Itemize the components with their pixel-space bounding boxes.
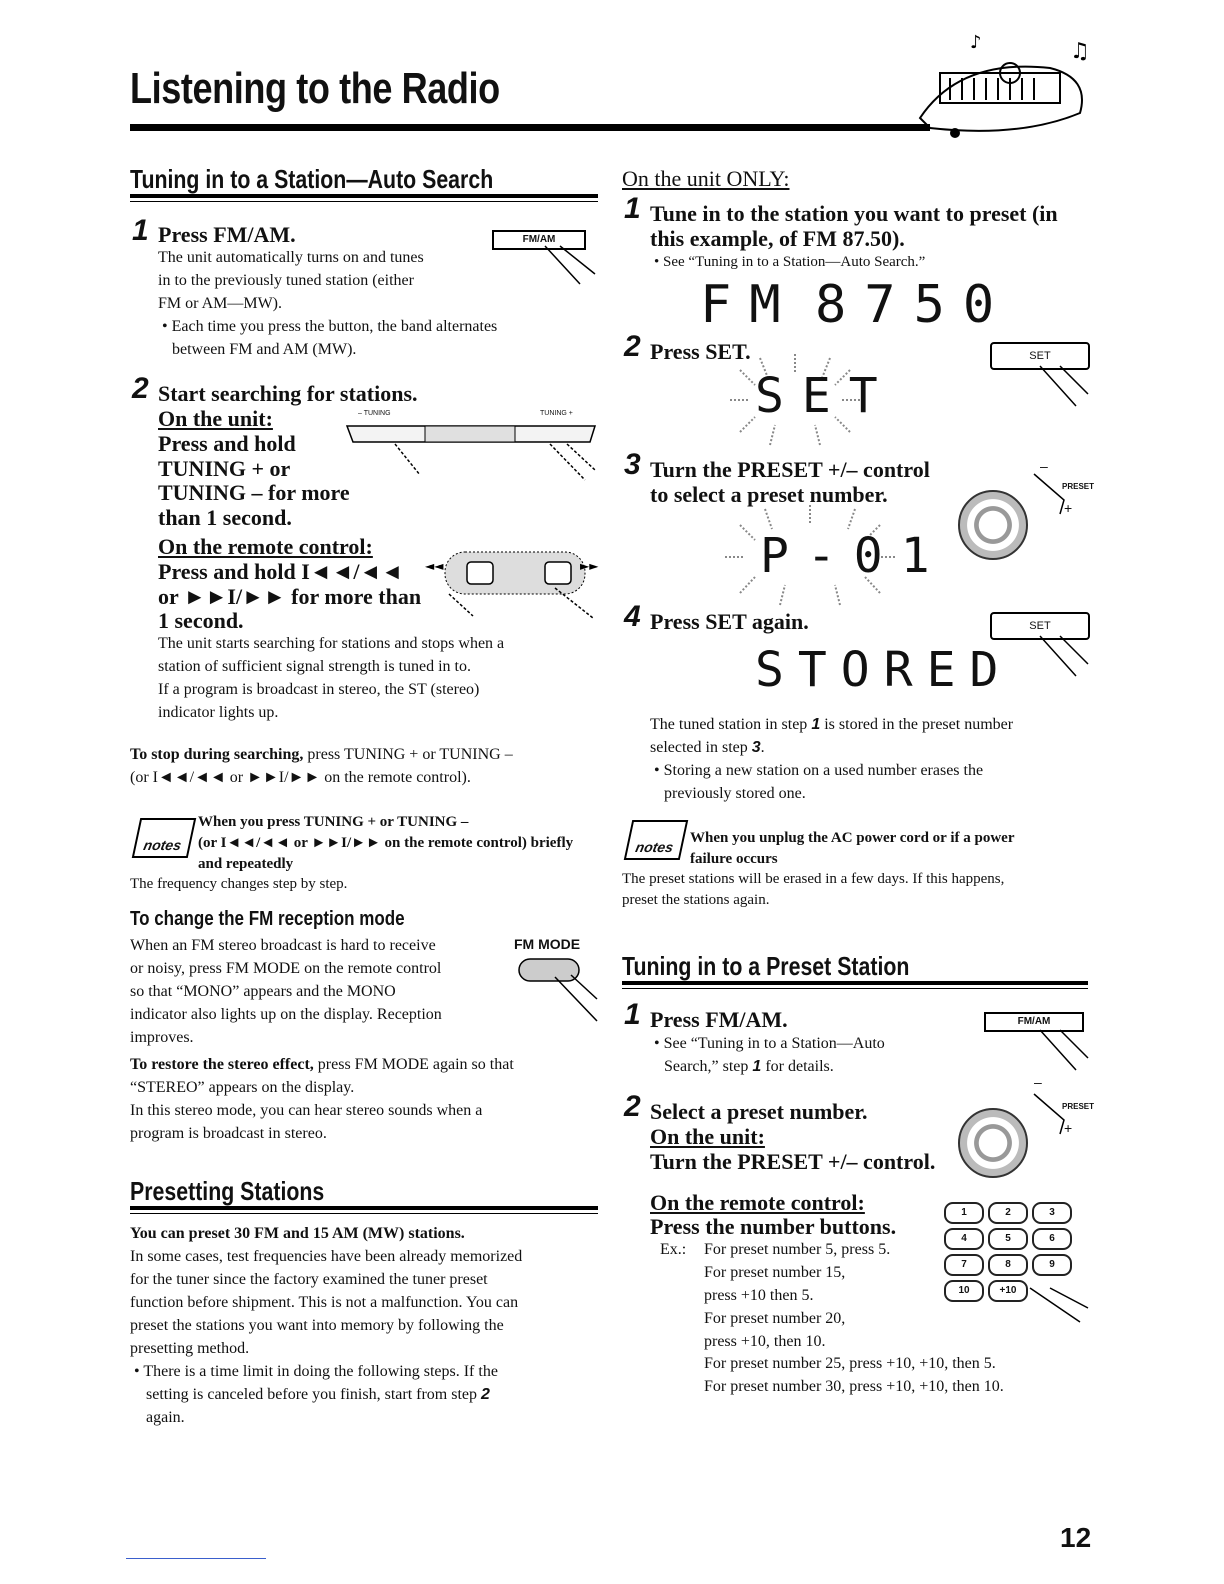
step-title: Select a preset number. <box>650 1099 868 1124</box>
instruction: than 1 second. <box>158 505 292 530</box>
footer-rule <box>126 1558 266 1559</box>
fm-mode-heading: To change the FM reception mode <box>130 908 405 930</box>
bullet-text: • Each time you press the button, the band alternates <box>162 318 498 335</box>
instruction: Press and hold <box>158 431 296 456</box>
stereo-mode-text: program is broadcast in stereo. <box>130 1125 327 1142</box>
radio-illustration-icon <box>900 18 1100 138</box>
step-desc: The unit starts searching for stations and stops when a <box>158 635 505 652</box>
stop-searching-text: To stop during searching, press TUNING + or TUNING – <box>130 746 513 763</box>
minus-label: – <box>1034 1074 1042 1090</box>
set-button: SET <box>990 612 1090 640</box>
notes-icon: notes <box>624 820 689 860</box>
fm-am-button: FM/AM <box>984 1012 1084 1032</box>
preset-bullet: setting is canceled before you finish, start from step 2 <box>146 1386 490 1403</box>
example-text: For preset number 25, press +10, +10, then 5. <box>704 1355 996 1372</box>
instruction: TUNING – for more <box>158 480 350 505</box>
step-number: 4 <box>624 600 641 633</box>
fm-mode-text: or noisy, press FM MODE on the remote control <box>130 960 442 977</box>
step-number: 2 <box>624 1090 641 1123</box>
tuning-minus-label: – TUNING <box>358 410 391 417</box>
step-number: 2 <box>132 372 149 405</box>
bullet-text: between FM and AM (MW). <box>172 341 357 358</box>
step-title: Press SET. <box>650 339 751 364</box>
step-number: 1 <box>132 214 149 247</box>
fm-mode-text: so that “MONO” appears and the MONO <box>130 983 396 1000</box>
stored-text: The tuned station in step 1 is stored in the preset number <box>650 716 1014 733</box>
number-button: 10 <box>944 1280 984 1302</box>
preset-paragraph: function before shipment. This is not a malfunction. You can <box>130 1294 519 1311</box>
lcd-stored: STORED <box>755 642 1013 698</box>
svg-text:♪: ♪ <box>970 32 982 53</box>
preset-label: PRESET <box>1062 482 1095 491</box>
fm-am-button: FM/AM <box>492 230 586 250</box>
number-button: 5 <box>988 1228 1028 1250</box>
stereo-mode-text: In this stereo mode, you can hear stereo sounds when a <box>130 1102 483 1119</box>
notes-icon: notes <box>132 818 197 858</box>
preset-paragraph: preset the stations you want into memory by following the <box>130 1317 504 1334</box>
example-text: For preset number 30, press +10, +10, then 10. <box>704 1378 1004 1395</box>
pointing-hand-icon <box>1010 1286 1090 1326</box>
fm-mode-button-icon <box>515 955 599 1027</box>
number-button: 7 <box>944 1254 984 1276</box>
restore-stereo-text: To restore the stereo effect, press FM MODE again so that <box>130 1056 514 1073</box>
instruction: Press the number buttons. <box>650 1214 897 1239</box>
see-reference: • See “Tuning in to a Station—Auto Search.” <box>654 254 926 270</box>
note-title: When you unplug the AC power cord or if a power <box>690 830 1015 846</box>
section-rule <box>622 981 1088 985</box>
step-text: in to the previously tuned station (either <box>158 272 414 289</box>
preset-knob-icon <box>958 1108 1028 1178</box>
on-the-unit-label: On the unit: <box>158 406 273 431</box>
svg-text:►►: ►► <box>580 559 599 573</box>
restore-stereo-text: “STEREO” appears on the display. <box>130 1079 355 1096</box>
section-rule <box>130 194 598 198</box>
auto-search-heading: Tuning in to a Station—Auto Search <box>130 164 494 194</box>
number-button: +10 <box>988 1280 1028 1302</box>
step-number: 1 <box>624 192 641 225</box>
section-rule <box>130 1206 598 1210</box>
note-title: failure occurs <box>690 851 778 867</box>
note-text: preset the stations again. <box>622 892 770 908</box>
instruction: Press and hold I◄◄/◄◄ <box>158 559 404 584</box>
plus-label: + <box>1064 1120 1073 1136</box>
section-rule-thin <box>130 201 598 202</box>
step-title: Tune in to the station you want to preset (in <box>650 201 1058 226</box>
step-number: 2 <box>624 330 641 363</box>
instruction: 1 second. <box>158 608 244 633</box>
page-number: 12 <box>1060 1522 1092 1553</box>
tuning-buttons-icon <box>345 420 600 484</box>
step-title: Press SET again. <box>650 609 809 634</box>
on-unit-only-label: On the unit ONLY: <box>622 166 790 191</box>
on-the-remote-label: On the remote control: <box>158 534 373 559</box>
preset-paragraph: presetting method. <box>130 1340 250 1357</box>
step-title: this example, of FM 87.50). <box>650 226 905 251</box>
step-text: The unit automatically turns on and tunes <box>158 249 424 266</box>
pointing-hand-icon <box>1030 364 1090 410</box>
minus-label: – <box>1040 458 1048 474</box>
preset-knob-icon <box>958 490 1028 560</box>
example-text: For preset number 5, press 5. <box>704 1241 891 1258</box>
note-title: When you press TUNING + or TUNING – <box>198 814 469 830</box>
lcd-set: SET <box>755 368 896 424</box>
rotation-arrow-icon <box>1024 470 1074 520</box>
step-title: Turn the PRESET +/– control <box>650 457 930 482</box>
section-rule-thin <box>130 1213 598 1214</box>
title-rule <box>130 124 930 131</box>
lcd-preset-number: P-01 <box>760 528 948 584</box>
note-text: The frequency changes step by step. <box>130 876 348 892</box>
number-button: 8 <box>988 1254 1028 1276</box>
number-button: 6 <box>1032 1228 1072 1250</box>
number-button: 4 <box>944 1228 984 1250</box>
number-button: 2 <box>988 1202 1028 1224</box>
preset-station-heading: Tuning in to a Preset Station <box>622 951 910 981</box>
section-rule-thin <box>622 988 1088 989</box>
presetting-heading: Presetting Stations <box>130 1176 325 1206</box>
preset-bullet: • There is a time limit in doing the following steps. If the <box>134 1363 498 1380</box>
preset-paragraph: for the tuner since the factory examined the tuner preset <box>130 1271 488 1288</box>
instruction: TUNING + or <box>158 456 291 481</box>
number-button: 1 <box>944 1202 984 1224</box>
step-title: to select a preset number. <box>650 482 888 507</box>
pointing-hand-icon <box>1030 634 1090 680</box>
example-text: press +10 then 5. <box>704 1287 814 1304</box>
note-text: The preset stations will be erased in a few days. If this happens, <box>622 871 1005 887</box>
example-label: Ex.: <box>660 1241 687 1258</box>
stored-bullet: • Storing a new station on a used number erases the <box>654 762 984 779</box>
fm-mode-text: indicator also lights up on the display. Reception <box>130 1006 442 1023</box>
page-title: Listening to the Radio <box>130 64 500 113</box>
note-title: (or I◄◄/◄◄ or ►►I/►► on the remote control) briefly <box>198 835 574 851</box>
step-number: 1 <box>624 998 641 1031</box>
on-the-unit-label: On the unit: <box>650 1124 765 1149</box>
stored-bullet: previously stored one. <box>664 785 806 802</box>
number-button: 9 <box>1032 1254 1072 1276</box>
remote-skip-buttons-icon <box>425 548 603 620</box>
tuning-plus-label: TUNING + <box>540 410 573 417</box>
pointing-hand-icon <box>540 244 600 288</box>
stored-text: selected in step 3. <box>650 739 765 756</box>
step-desc: If a program is broadcast in stereo, the ST (stereo) <box>158 681 480 698</box>
rotation-arrow-icon <box>1024 1090 1074 1140</box>
lcd-frequency: 8750 <box>815 275 1013 335</box>
step-title: Press FM/AM. <box>158 222 296 247</box>
step-text: FM or AM—MW). <box>158 295 283 312</box>
note-title: and repeatedly <box>198 856 294 872</box>
instruction: Turn the PRESET +/– control. <box>650 1149 936 1174</box>
number-button: 3 <box>1032 1202 1072 1224</box>
step-title: Start searching for stations. <box>158 381 418 406</box>
fm-mode-text: improves. <box>130 1029 194 1046</box>
preset-lead: You can preset 30 FM and 15 AM (MW) stations. <box>130 1225 465 1242</box>
svg-text:◄◄: ◄◄ <box>425 559 444 573</box>
step-desc: station of sufficient signal strength is tuned in to. <box>158 658 471 675</box>
instruction: or ►►I/►► for more than <box>158 584 422 609</box>
step-number: 3 <box>624 448 641 481</box>
pointing-hand-icon <box>1030 1028 1090 1074</box>
see-reference: Search,” step 1 for details. <box>664 1058 834 1075</box>
plus-label: + <box>1064 500 1073 516</box>
preset-bullet: again. <box>146 1409 185 1426</box>
on-the-remote-label: On the remote control: <box>650 1190 865 1215</box>
step-title: Press FM/AM. <box>650 1007 788 1032</box>
svg-text:♫: ♫ <box>1070 39 1090 64</box>
example-text: press +10, then 10. <box>704 1333 826 1350</box>
preset-paragraph: In some cases, test frequencies have been already memorized <box>130 1248 523 1265</box>
fm-mode-text: When an FM stereo broadcast is hard to receive <box>130 937 436 954</box>
lcd-fm: FM <box>700 275 799 335</box>
stop-searching-text: (or I◄◄/◄◄ or ►►I/►► on the remote control). <box>130 769 471 786</box>
example-text: For preset number 15, <box>704 1264 846 1281</box>
see-reference: • See “Tuning in to a Station—Auto <box>654 1035 885 1052</box>
fm-mode-label: FM MODE <box>514 936 581 952</box>
set-button: SET <box>990 342 1090 370</box>
preset-label: PRESET <box>1062 1102 1095 1111</box>
step-desc: indicator lights up. <box>158 704 279 721</box>
example-text: For preset number 20, <box>704 1310 846 1327</box>
